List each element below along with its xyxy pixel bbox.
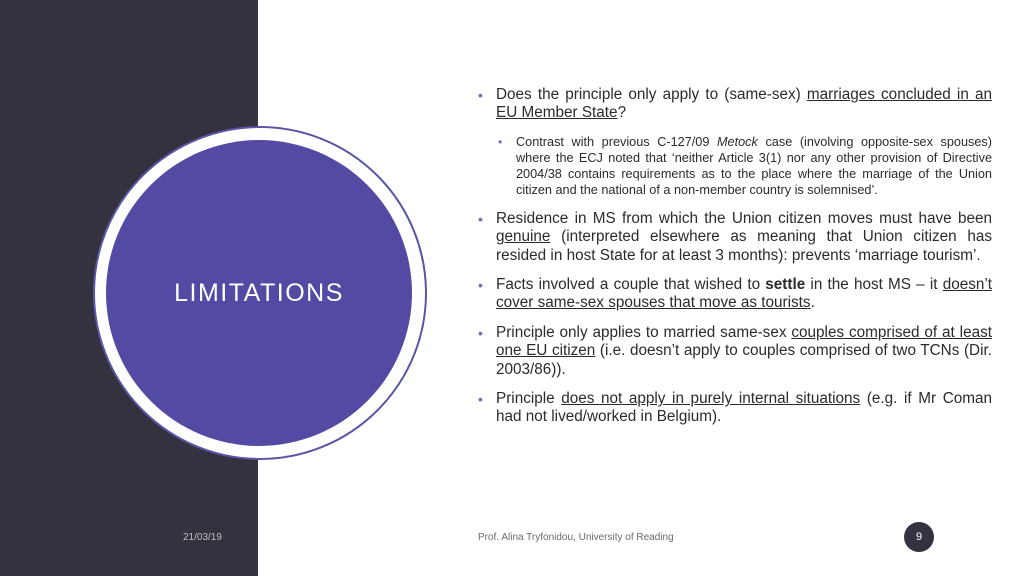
bullet-item-1: [478, 86, 992, 123]
bullet-text: .: [810, 294, 815, 312]
page-number-badge: 9: [904, 522, 934, 552]
bullet-underlined-text: does not apply in purely internal situations: [561, 390, 861, 408]
bullet-underlined-text: couples comprised of at least one EU citizen: [496, 323, 992, 360]
bullet-item-3: [478, 276, 992, 313]
bullet-text: Principle: [496, 390, 562, 408]
bullet-text: (i.e. doesn’t apply to couples comprised of two TCNs (Dir. 2003/86)).: [496, 342, 992, 378]
case-name-italic: Metock: [716, 134, 758, 149]
bullet-text: (e.g. if Mr Coman had not lived/worked in Belgium).: [496, 390, 993, 426]
bullet-underlined-text: doesn’t cover same-sex spouses that move as tourists: [496, 276, 993, 312]
content-area: [478, 86, 992, 438]
bullet-text: Facts involved a couple that wished to: [496, 276, 766, 294]
bullet-text: Principle only applies to married same-sex: [496, 323, 792, 341]
bullet-text: ?: [617, 104, 627, 122]
bullet-item-4: [478, 324, 992, 379]
bullet-item-2: [478, 210, 992, 265]
bullet-text: Does the principle only apply to (same-sex): [496, 86, 807, 103]
sub-bullet-text: case (involving opposite-sex spouses) where the ECJ noted that ‘neither Article 3(1) nor any other provision of Directive 2004/38 contains requirements as to the place where the marriage of the Union citizen and the national of a non-member country is solemnised’.: [516, 134, 992, 197]
bullet-text: (interpreted elsewhere as meaning that Union citizen has resided in host State for at least 3 months): prevents ‘marriage tourism’.: [496, 228, 992, 264]
bullet-underlined-text: genuine: [496, 228, 551, 246]
bullet-text: Residence in MS from which the Union citizen moves must have been: [496, 209, 992, 227]
footer-date: 21/03/19: [183, 532, 222, 543]
bullet-item-5: [478, 390, 992, 427]
slide-title: LIMITATIONS: [174, 278, 344, 307]
footer-author: Prof. Alina Tryfonidou, University of Reading: [478, 532, 674, 543]
bullet-bold-text: settle: [765, 276, 806, 294]
bullet-text: in the host MS – it: [805, 276, 943, 294]
sub-bullet-text: Contrast with previous C-127/09: [516, 134, 717, 149]
sub-bullet-item: [478, 134, 992, 198]
bullet-underlined-text: marriages concluded in an EU Member State: [496, 86, 992, 122]
